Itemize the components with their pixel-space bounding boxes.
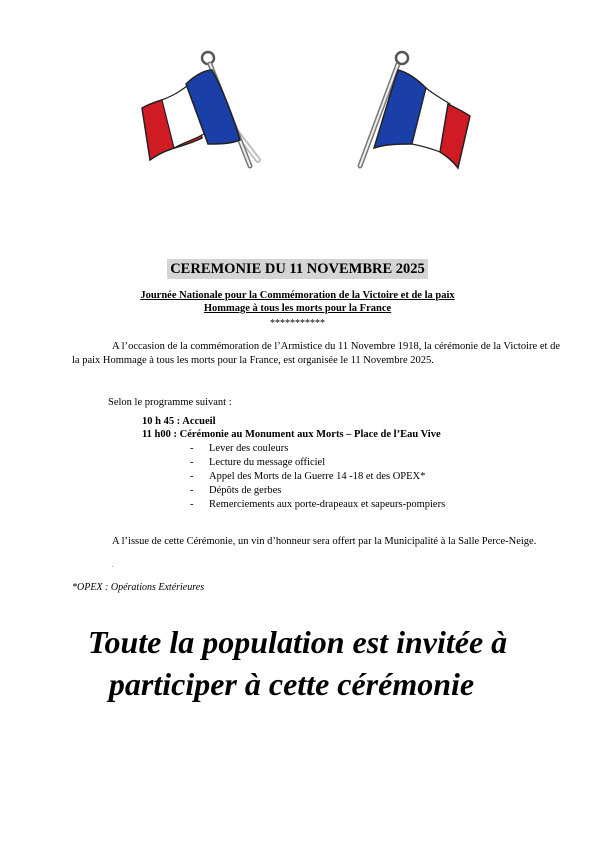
- program-heading: Selon le programme suivant :: [108, 397, 232, 408]
- list-item: - Dépôts de gerbes: [190, 485, 282, 496]
- invitation-line-2: participer à cette cérémonie: [108, 666, 475, 702]
- intro-paragraph: A l’occasion de la commémoration de l’Armistice du 11 Novembre 1918, la cérémonie de la Victoire et de la paix Hommage à tous les morts pour la France, est organisée le 11 Novembre 2025.: [72, 341, 560, 366]
- ceremony-steps-list: [190, 442, 445, 512]
- title-wrapper: [0, 259, 595, 279]
- subtitle-line-1: Journée Nationale pour la Commémoration de la Victoire et de la paix: [140, 290, 455, 301]
- list-item: - Lecture du message officiel: [190, 457, 326, 468]
- invitation-line-1: Toute la population est invitée à: [87, 624, 508, 660]
- list-item: - Remerciements aux porte-drapeaux et sapeurs-pompiers: [190, 499, 446, 510]
- program-item-ceremonie: 11 h00 : Cérémonie au Monument aux Morts – Place de l’Eau Vive: [142, 429, 441, 440]
- subtitle-line-2: Hommage à tous les morts pour la France: [203, 303, 392, 314]
- french-flag-icon: [130, 48, 270, 208]
- separator-stars: ***********: [270, 318, 325, 329]
- closing-paragraph: A l’issue de cette Cérémonie, un vin d’honneur sera offert par la Municipalité à la Salle Perce-Neige.: [112, 536, 537, 547]
- list-item: - Lever des couleurs: [190, 443, 289, 454]
- footnote-opex: *OPEX : Opérations Extérieures: [72, 582, 205, 593]
- list-item: - Appel des Morts de la Guerre 14 -18 et des OPEX*: [190, 471, 426, 482]
- program-item-accueil: 10 h 45 : Accueil: [142, 416, 216, 427]
- french-flag-icon: [340, 48, 480, 208]
- page-title: CEREMONIE DU 11 NOVEMBRE 2025: [167, 259, 428, 279]
- stray-dot: .: [112, 563, 114, 569]
